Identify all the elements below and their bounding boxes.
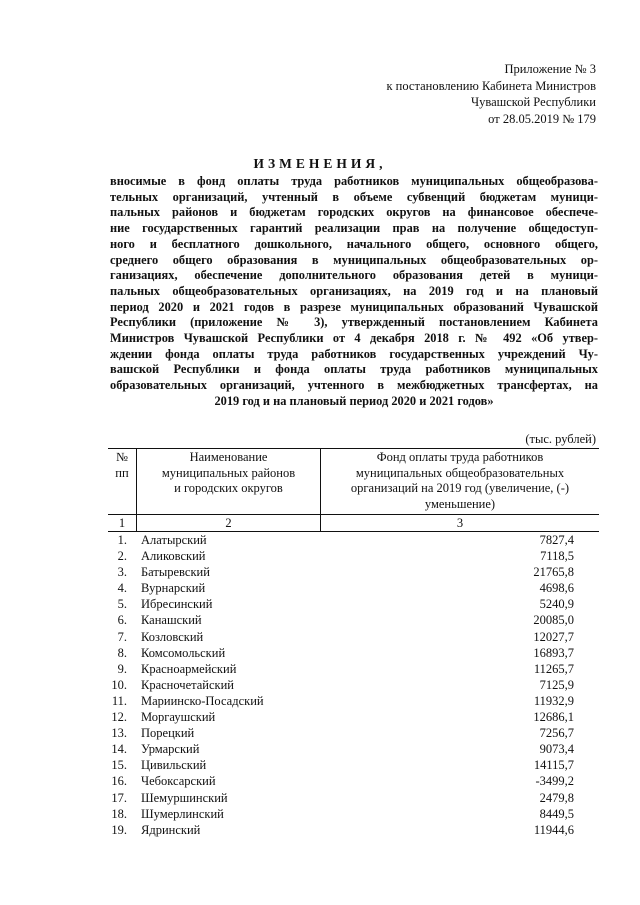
row-number: 4. <box>117 581 127 596</box>
row-number: 17. <box>111 790 127 805</box>
row-name: Моргаушский <box>141 710 216 725</box>
table-row <box>108 580 599 596</box>
table-row <box>108 709 599 725</box>
row-number: 9. <box>117 661 127 676</box>
table-row <box>108 532 599 548</box>
column-numbers-row <box>108 515 599 532</box>
table-row <box>108 596 599 612</box>
table-body <box>108 532 599 838</box>
subtitle-line: ганизациях, обеспечение дополнительного образования детей в муници- <box>110 268 598 283</box>
row-number: 3. <box>117 565 127 580</box>
subtitle-line: Министров Чувашской Республики от 4 декабря 2018 г. № 492 «Об утвер- <box>110 331 598 346</box>
appendix-line: от 28.05.2019 № 179 <box>488 111 596 126</box>
row-value: 4698,6 <box>539 581 574 596</box>
row-name: Шумерлинский <box>141 806 224 821</box>
data-table <box>108 448 599 838</box>
table-row <box>108 806 599 822</box>
table-row <box>108 564 599 580</box>
table-row <box>108 757 599 773</box>
row-name: Цивильский <box>141 758 207 773</box>
row-value: 11265,7 <box>533 661 574 676</box>
row-number: 12. <box>111 710 127 725</box>
header-text: пп <box>115 465 129 480</box>
table-row <box>108 629 599 645</box>
table-row <box>108 661 599 677</box>
row-value: 7256,7 <box>539 726 574 741</box>
row-name: Козловский <box>141 629 204 644</box>
row-value: 5240,9 <box>539 597 574 612</box>
row-value: 12686,1 <box>533 710 574 725</box>
subtitle-line: вашской Республики и фонда оплаты труда работников муниципальных <box>110 362 598 377</box>
row-name: Вурнарский <box>141 581 206 596</box>
table-row <box>108 677 599 693</box>
row-number: 6. <box>117 613 127 628</box>
row-value: 2479,8 <box>539 790 574 805</box>
subtitle-line: образовательных организаций, учтенного в межбюджетных трансфертах, на <box>110 378 598 393</box>
row-name: Батыревский <box>141 565 210 580</box>
subtitle-line: среднего общего образования в муниципальных общеобразовательных ор- <box>110 252 598 267</box>
table-row <box>108 773 599 789</box>
row-value: 21765,8 <box>533 565 574 580</box>
row-number: 2. <box>117 549 127 564</box>
row-name: Канашский <box>141 613 202 628</box>
appendix-line: к постановлению Кабинета Министров <box>386 78 596 93</box>
table-row <box>108 790 599 806</box>
appendix-line: Чувашской Республики <box>470 95 596 109</box>
row-number: 14. <box>111 742 127 757</box>
column-number: 3 <box>320 515 599 531</box>
row-name: Урмарский <box>141 742 200 757</box>
row-value: 14115,7 <box>533 758 574 773</box>
row-number: 19. <box>111 822 127 837</box>
row-number: 10. <box>111 677 127 692</box>
row-number: 5. <box>117 597 127 612</box>
row-number: 13. <box>111 726 127 741</box>
row-value: -3499,2 <box>535 774 574 789</box>
row-number: 15. <box>111 758 127 773</box>
row-value: 20085,0 <box>533 613 574 628</box>
row-value: 12027,7 <box>533 629 574 644</box>
row-name: Комсомольский <box>141 645 226 660</box>
header-text: муниципальных районов <box>161 465 296 480</box>
row-value: 8449,5 <box>539 806 574 821</box>
table-row <box>108 822 599 838</box>
subtitle-line: пальных районов и бюджетам городских округов на финансовое обеспече- <box>110 205 598 220</box>
row-value: 7125,9 <box>539 677 574 692</box>
header-text: и городских округов <box>174 481 283 495</box>
document-subtitle <box>110 174 598 410</box>
table-header <box>108 448 599 515</box>
row-value: 11932,9 <box>533 693 574 708</box>
header-text: муниципальных общеобразовательных <box>355 465 565 480</box>
header-name <box>136 449 320 514</box>
column-number: 2 <box>136 515 320 531</box>
units-label: (тыс. рублей) <box>525 432 596 446</box>
header-number <box>108 449 136 514</box>
document-title: ИЗМЕНЕНИЯ, <box>253 156 387 171</box>
row-value: 9073,4 <box>539 742 574 757</box>
row-name: Мариинско-Посадский <box>141 693 264 708</box>
table-row <box>108 548 599 564</box>
row-name: Ибресинский <box>141 597 213 612</box>
subtitle-line: ждении фонда оплаты труда работников государственных учреждений Чу- <box>110 346 598 361</box>
appendix-line: Приложение № 3 <box>504 62 596 76</box>
row-name: Чебоксарский <box>141 774 216 789</box>
subtitle-line: Республики (приложение № 3), утвержденный постановлением Кабинета <box>110 315 598 330</box>
row-number: 8. <box>117 645 127 660</box>
table-row <box>108 693 599 709</box>
appendix-header <box>340 61 596 127</box>
row-value: 7118,5 <box>540 549 574 564</box>
row-name: Шемуршинский <box>141 790 228 805</box>
table-row <box>108 725 599 741</box>
subtitle-line: тельных организаций, учтенный в объеме субвенций бюджетам муници- <box>110 189 598 204</box>
table-row <box>108 612 599 628</box>
row-value: 16893,7 <box>533 645 574 660</box>
row-number: 18. <box>111 806 127 821</box>
row-name: Красноармейский <box>141 661 237 676</box>
subtitle-line: период 2020 и 2021 годов в разрезе муниципальных образований Чувашской <box>110 299 598 314</box>
header-text: уменьшение) <box>424 496 496 511</box>
row-name: Аликовский <box>141 549 206 564</box>
subtitle-line: ние государственных гарантий реализации прав на получение общедоступ- <box>110 221 598 236</box>
row-name: Порецкий <box>141 726 195 741</box>
header-text: организаций на 2019 год (увеличение, (-) <box>350 481 570 495</box>
row-number: 11. <box>111 693 127 708</box>
table-row <box>108 741 599 757</box>
header-value <box>320 449 599 514</box>
row-number: 7. <box>117 629 127 644</box>
header-text: № <box>116 450 128 464</box>
subtitle-line: пальных общеобразовательных организациях, на 2019 год и на плановый <box>110 283 598 298</box>
row-name: Красночетайский <box>141 677 234 692</box>
header-text: Наименование <box>189 450 268 464</box>
row-value: 11944,6 <box>533 822 574 837</box>
column-number: 1 <box>118 516 126 530</box>
row-value: 7827,4 <box>539 533 574 547</box>
subtitle-line: вносимые в фонд оплаты труда работников муниципальных общеобразова- <box>110 174 598 188</box>
row-number: 16. <box>111 774 127 789</box>
row-number: 1. <box>117 533 127 547</box>
header-text: Фонд оплаты труда работников <box>376 450 544 464</box>
row-name: Ядринский <box>141 822 201 837</box>
table-row <box>108 645 599 661</box>
subtitle-line: 2019 год и на плановый период 2020 и 2021 годов» <box>214 393 494 408</box>
row-name: Алатырский <box>141 533 207 547</box>
subtitle-line: ного и бесплатного дошкольного, начального общего, основного общего, <box>110 236 598 251</box>
